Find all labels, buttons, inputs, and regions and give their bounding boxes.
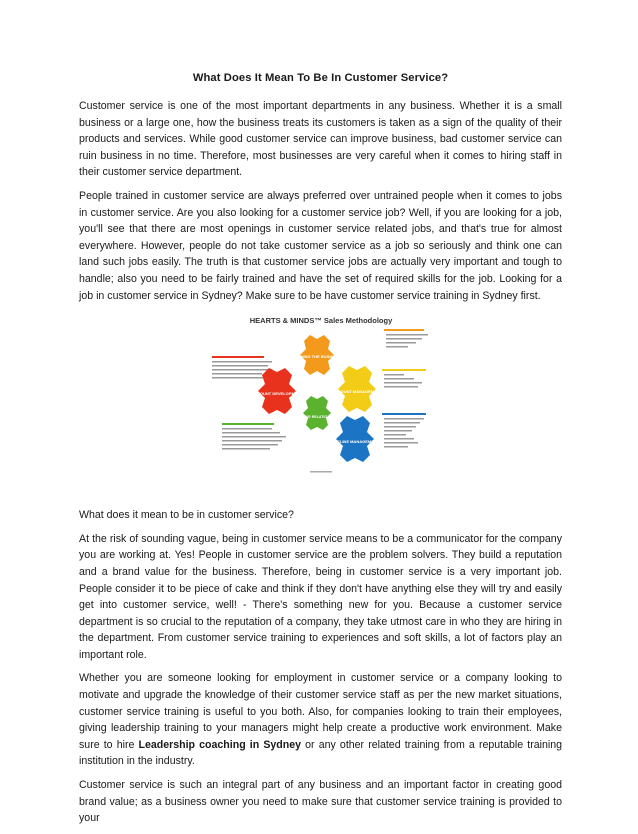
piece-account-development	[251, 368, 303, 414]
piece-pipeline-management	[331, 416, 380, 462]
sales-methodology-figure	[204, 311, 439, 485]
label-account-mgmt: ACCOUNT MANAGEMENT	[331, 389, 383, 395]
section-heading: What does it mean to be in customer service?	[79, 509, 294, 522]
piece-winning-business	[293, 335, 342, 375]
label-pipeline: PIPELINE MANAGEMENT	[330, 439, 380, 445]
right-bottom-notes	[382, 413, 426, 448]
paragraph-jobs: People trained in customer service are always preferred over untrained people when it comes to jobs in customer service. Are you also looking for a customer service job? Well, if you are looking for a job, you'll see that there are most openings in customer service related jobs, and that's true for almost everywhere. However, people do not take customer service as a job so seriously and think one can land such jobs easily. The truth is that customer service jobs are actually very important and tough to handle; also you need to be fairly trained and have the set of required skills for the job. Looking for a job in customer service in Sydney? Make sure to be have customer service training in Sydney first.	[79, 189, 562, 302]
training-text-before: Whether you are someone looking for employment in customer service or a company looking to motivate and upgrade the knowledge of their customer service staff as per the new market situations, customer service training is useful to you both. Also, for companies looking to train their employees, giving leadership training to your managers might help create a productive work environment. Make sure to hire	[79, 672, 562, 751]
paragraph-communicator: At the risk of sounding vague, being in customer service means to be a communicator for the company you are working at. Yes! People in customer service are the problem solvers. They build a reputation and a brand value for the business. Therefore, being in customer service is a very important job. People consider it to be piece of cake and think if they don't have anything else they will try and easily get into customer service, well! - There's something new for you. Because a customer service department is so crucial to the reputation of a company, they take utmost care in who they are hiring in the department. From customer service training to experiences and soft skills, a lot of factors play an important role.	[79, 532, 562, 661]
training-text-after: or any other related training from a reputable training institution in the industry.	[79, 738, 562, 768]
piece-account-management	[332, 366, 383, 412]
left-bottom-notes	[222, 423, 286, 450]
document-body	[79, 72, 562, 834]
label-building: BUILDING RELATIONSHIPS	[293, 415, 341, 420]
puzzle-diagram	[204, 311, 439, 485]
figure-footnote	[310, 471, 332, 473]
label-account-dev: ACCOUNT DEVELOPMENT	[251, 391, 303, 397]
document-title: What Does It Mean To Be In Customer Service?	[192, 72, 449, 84]
piece-building-relationships	[293, 396, 341, 430]
right-top-notes	[384, 329, 428, 348]
paragraph-training	[79, 670, 562, 770]
label-winning: WINNING THE BUSINESS	[292, 354, 342, 360]
leadership-coaching-link[interactable]: Leadership coaching in Sydney	[138, 738, 302, 751]
paragraph-integral: Customer service is such an integral part of any business and an important factor in creating good brand value; as a business owner you need to make sure that customer service training is provided to your	[79, 779, 562, 825]
right-mid-notes	[382, 369, 426, 388]
figure-spacer	[79, 485, 562, 507]
figure-title: HEARTS & MINDS™ Sales Methodology	[249, 316, 393, 326]
paragraph-intro: Customer service is one of the most important departments in any business. Whether it is a small business or a large one, how the business treats its customers is taken as a sign of the quality of their products and services. While good customer service can improve business, bad customer service can ruin business in no time. Therefore, most businesses are very careful when it comes to hiring staff in their customer service department.	[79, 100, 562, 179]
